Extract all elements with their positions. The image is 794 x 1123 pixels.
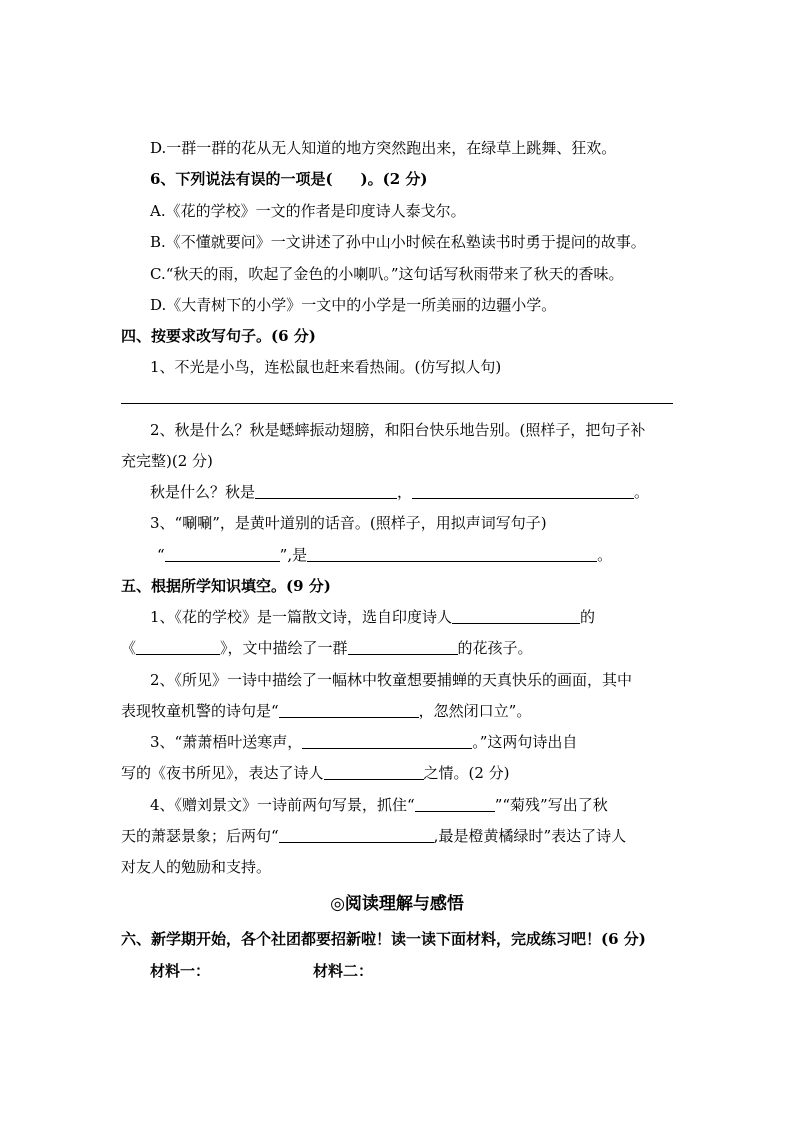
section-5-question-3-line-1: [150, 731, 577, 753]
q1-text: 1、《花的学校》是一篇散文诗，选自印度诗人: [150, 608, 453, 626]
material-1-label: 材料一：: [150, 962, 211, 980]
q1-text-tail: 的花孩子。: [457, 639, 533, 657]
section-5-question-3-line-2: [121, 762, 510, 784]
q3-text: 3、“萧萧梧叶送寒声，: [150, 733, 303, 751]
fill-blank[interactable]: [136, 639, 220, 655]
question-6-option-d: D.《大青树下的小学》一文中的小学是一所美丽的边疆小学。: [150, 296, 557, 314]
section-4-question-1: 1、不光是小鸟，连松鼠也赶来看热闹。(仿写拟人句): [150, 358, 502, 376]
section-4-question-3-fill: [157, 544, 612, 566]
question-6-stem-end: )。(2 分): [360, 170, 428, 188]
q4-text-2: 天的萧瑟景象；后两句“: [121, 827, 279, 845]
book-close: 》，文中描绘了一群: [220, 639, 348, 657]
fill-blank[interactable]: [279, 702, 419, 718]
fill-blank[interactable]: [324, 764, 424, 780]
fill-prefix: 秋是什么？秋是: [150, 483, 256, 501]
book-open: 《: [121, 639, 137, 657]
fill-blank[interactable]: [307, 546, 597, 562]
q2-text-end: ，忽然闭口立”。: [418, 702, 532, 720]
question-6-option-a: A.《花的学校》一文的作者是印度诗人泰戈尔。: [150, 202, 466, 220]
question-6-option-b: B.《不懂就要问》一文讲述了孙中山小时候在私塾读书时勇于提问的故事。: [150, 233, 646, 251]
q3-text-2-end: 之情。(2 分): [423, 764, 510, 782]
fill-blank[interactable]: [302, 733, 472, 749]
section-5-question-2-line-1: 2、《所见》一诗中描绘了一幅林中牧童想要捕蝉的天真快乐的画面，其中: [150, 671, 633, 689]
fill-mid: ”,是: [279, 546, 308, 564]
fill-blank[interactable]: [412, 483, 634, 499]
question-6-stem: [150, 168, 428, 190]
reading-section-heading: ◎阅读理解与感悟: [330, 894, 464, 914]
section-5-question-2-line-2: [121, 700, 531, 722]
fill-end: 。: [634, 483, 650, 501]
section-5-question-4-line-3: 对友人的勉励和支持。: [121, 858, 272, 876]
fill-blank[interactable]: [415, 796, 495, 812]
q4-text: 4、《赠刘景文》一诗前两句写景，抓住“: [150, 796, 415, 814]
section-4-question-2-fill: [150, 481, 649, 503]
section-5-title: 五、根据所学知识填空。(9 分): [121, 577, 331, 595]
fill-comma: ，: [397, 483, 413, 501]
fill-blank[interactable]: [279, 827, 434, 843]
q3-text-2: 写的《夜书所见》，表达了诗人: [121, 764, 324, 782]
section-5-question-4-line-2: [121, 825, 626, 847]
section-4-title: 四、按要求改写句子。(6 分): [121, 327, 316, 345]
question-6-option-c: C.“秋天的雨，吹起了金色的小喇叭。”这句话写秋雨带来了秋天的香味。: [150, 265, 624, 283]
section-6-title: 六、新学期开始，各个社团都要招新啦！读一读下面材料，完成练习吧！(6 分): [121, 930, 646, 948]
section-5-question-1-line-2: [121, 637, 533, 659]
section-4-question-3: 3、“唰唰”，是黄叶道别的话音。(照样子，用拟声词写句子): [150, 514, 547, 532]
fill-end: 。: [597, 546, 613, 564]
fill-blank[interactable]: [165, 546, 280, 562]
q1-text-end: 的: [580, 608, 596, 626]
question-5-option-d: D.一群一群的花从无人知道的地方突然跑出来，在绿草上跳舞、狂欢。: [150, 139, 617, 157]
fill-blank[interactable]: [255, 483, 397, 499]
section-5-question-4-line-1: [150, 794, 608, 816]
section-4-question-2-line-2: 充完整)(2 分): [121, 452, 213, 470]
q2-text: 表现牧童机警的诗句是“: [121, 702, 279, 720]
fill-open-quote: “: [157, 546, 165, 564]
question-6-stem-start: 6、下列说法有误的一项是(: [150, 170, 333, 188]
fill-blank[interactable]: [348, 639, 458, 655]
section-4-question-2-line-1: 2、秋是什么？秋是蟋蟀振动翅膀，和阳台快乐地告别。(照样子，把句子补: [150, 421, 646, 439]
material-2-label: 材料二：: [313, 962, 374, 980]
fill-blank[interactable]: [452, 608, 580, 624]
q4-text-2-end: ,最是橙黄橘绿时”表达了诗人: [433, 827, 627, 845]
answer-line[interactable]: [121, 403, 673, 404]
q3-text-end: 。”这两句诗出自: [472, 733, 578, 751]
section-5-question-1-line-1: [150, 606, 595, 628]
q4-text-end: ”“菊残”写出了秋: [494, 796, 608, 814]
